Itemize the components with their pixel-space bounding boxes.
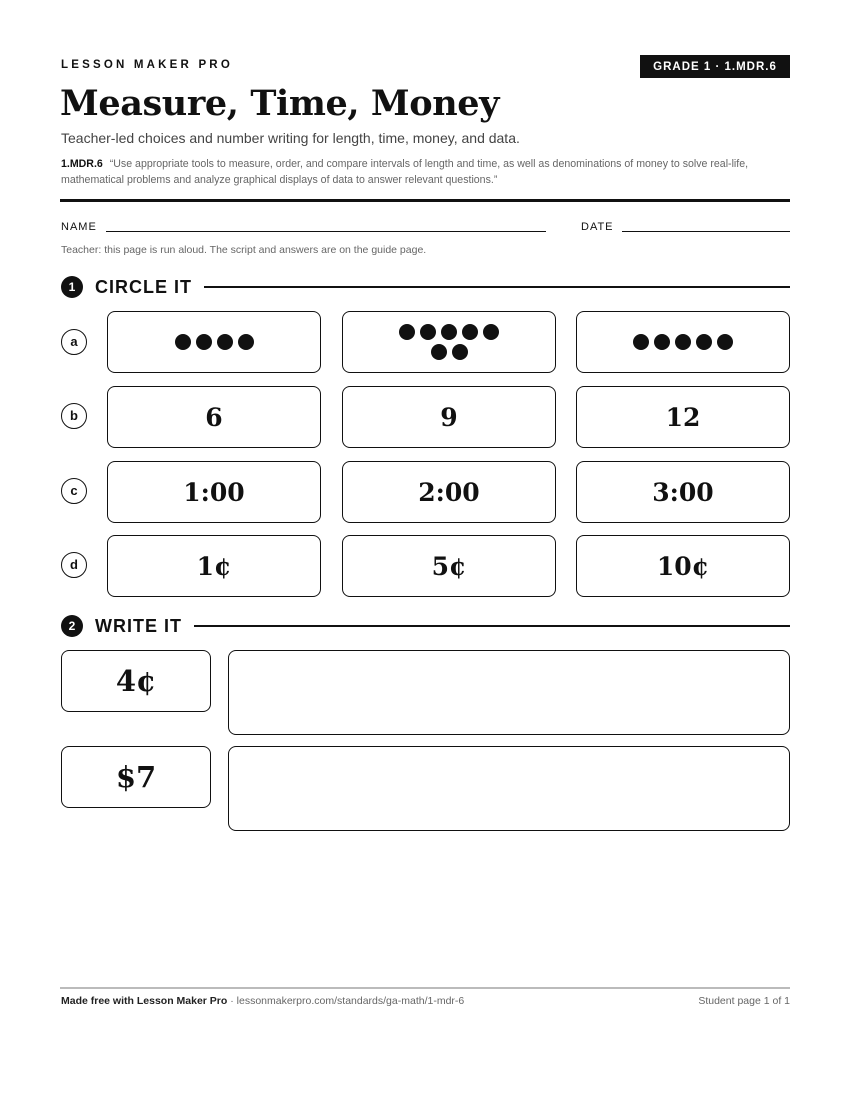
page-title: Measure, Time, Money xyxy=(60,83,500,124)
choice-b-3[interactable] xyxy=(576,386,790,448)
section-divider xyxy=(194,625,790,627)
dot-group xyxy=(431,344,468,360)
choice-label: 3:00 xyxy=(652,477,714,507)
write-answer-box-1[interactable] xyxy=(228,650,790,735)
dot xyxy=(717,334,733,350)
dot xyxy=(462,324,478,340)
dot xyxy=(675,334,691,350)
row-letter-c: c xyxy=(61,478,87,504)
choice-label: 6 xyxy=(205,402,223,432)
standard-text: “Use appropriate tools to measure, order, and compare intervals of length and time, as well as denominations of money to solve real-life, mathematical problems and analyze graphical displays of data to answer relevant questions.” xyxy=(61,158,749,186)
section-number: 1 xyxy=(61,276,83,298)
choice-a-3[interactable] xyxy=(576,311,790,373)
dot xyxy=(420,324,436,340)
choice-label: 9 xyxy=(440,402,458,432)
footer-url[interactable]: lessonmakerpro.com/standards/ga-math/1-mdr-6 xyxy=(236,995,465,1007)
grade-badge: GRADE 1 · 1.MDR.6 xyxy=(640,55,790,78)
dot xyxy=(238,334,254,350)
footer-divider xyxy=(60,987,790,989)
prompt-label: $7 xyxy=(115,760,157,794)
choice-a-2[interactable] xyxy=(342,311,556,373)
footer-separator: · xyxy=(227,995,237,1007)
dot xyxy=(633,334,649,350)
dot xyxy=(217,334,233,350)
section-title: CIRCLE IT xyxy=(95,276,192,297)
date-label: DATE xyxy=(581,221,614,233)
dot xyxy=(452,344,468,360)
choice-label: 1:00 xyxy=(183,477,245,507)
choice-label: 1¢ xyxy=(196,551,232,581)
choice-label: 2:00 xyxy=(418,477,480,507)
dot xyxy=(654,334,670,350)
choice-label: 12 xyxy=(665,402,701,432)
teacher-note: Teacher: this page is run aloud. The script and answers are on the guide page. xyxy=(61,244,427,256)
dot xyxy=(399,324,415,340)
name-label: NAME xyxy=(61,221,97,233)
dot-group xyxy=(175,334,254,350)
row-letter-a: a xyxy=(61,329,87,355)
choice-d-1[interactable] xyxy=(107,535,321,597)
prompt-label: 4¢ xyxy=(115,664,157,698)
dot xyxy=(696,334,712,350)
choice-label: 10¢ xyxy=(656,551,710,581)
section-write-it-header xyxy=(61,614,790,638)
write-prompt-1 xyxy=(61,650,211,712)
dot-group xyxy=(399,324,499,340)
row-letter-d: d xyxy=(61,552,87,578)
choice-c-3[interactable] xyxy=(576,461,790,523)
choice-b-2[interactable] xyxy=(342,386,556,448)
section-number: 2 xyxy=(61,615,83,637)
choice-b-1[interactable] xyxy=(107,386,321,448)
standard-description xyxy=(61,156,791,188)
section-divider xyxy=(204,286,790,288)
footer-credit xyxy=(61,995,464,1007)
dot xyxy=(196,334,212,350)
choice-d-3[interactable] xyxy=(576,535,790,597)
brand-name: LESSON MAKER PRO xyxy=(61,59,233,71)
dot xyxy=(483,324,499,340)
footer-made-with: Made free with Lesson Maker Pro xyxy=(61,995,228,1007)
page-subtitle: Teacher-led choices and number writing for length, time, money, and data. xyxy=(61,130,520,146)
section-title: WRITE IT xyxy=(95,615,182,636)
section-circle-it-header xyxy=(61,275,790,299)
header-divider xyxy=(60,199,790,202)
dot xyxy=(175,334,191,350)
name-field[interactable] xyxy=(106,231,546,232)
choice-d-2[interactable] xyxy=(342,535,556,597)
footer-page-number: Student page 1 of 1 xyxy=(698,995,790,1007)
write-answer-box-2[interactable] xyxy=(228,746,790,831)
date-field[interactable] xyxy=(622,231,790,232)
row-letter-b: b xyxy=(61,403,87,429)
choice-c-1[interactable] xyxy=(107,461,321,523)
dot xyxy=(441,324,457,340)
choice-a-1[interactable] xyxy=(107,311,321,373)
choice-label: 5¢ xyxy=(431,551,467,581)
dot xyxy=(431,344,447,360)
write-prompt-2 xyxy=(61,746,211,808)
standard-code: 1.MDR.6 xyxy=(61,158,103,170)
dot-group xyxy=(633,334,733,350)
choice-c-2[interactable] xyxy=(342,461,556,523)
